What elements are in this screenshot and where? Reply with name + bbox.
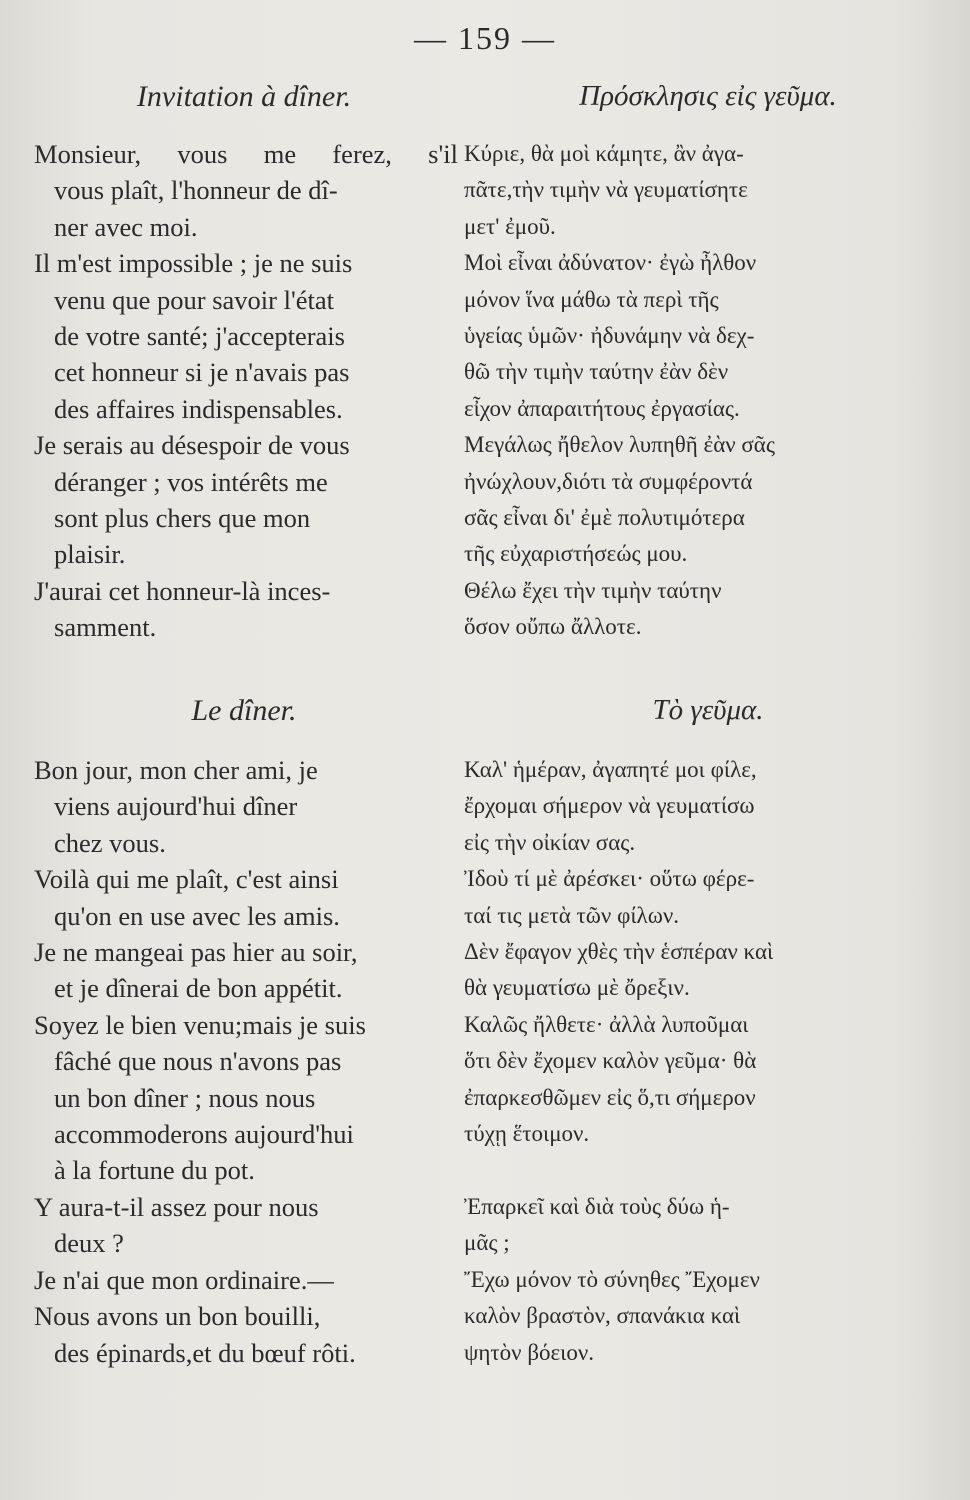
text-line: ψητὸν βόειον. [464,1339,595,1365]
page-number: — 159 — [414,20,556,56]
text-line: chez vous. [54,827,166,858]
french-text [34,1007,458,1189]
text-line: Μοὶ εἶναι ἀδύνατον· ἐγὼ ἦλθον [464,250,757,276]
text-line: σᾶς εἶναι δι' ἐμὲ πολυτιμότερα [464,505,745,531]
text-line: Je n'ai que mon ordinaire.— [34,1264,334,1295]
french-text [34,1189,458,1262]
section-title-gr: Τὸ γεῦμα. [652,694,764,726]
dialogue-pair [34,136,944,245]
dialogue-pair [34,1262,944,1371]
text-line: Ἔχω μόνον τὸ σύνηθες Ἔχομεν [464,1266,760,1292]
text-line: Nous avons un bon bouilli, [34,1301,321,1332]
text-line: ἠνώχλουν,διότι τὰ συμφέροντά [464,468,753,494]
text-line: cet honneur si je n'avais pas [54,357,350,388]
text-line: τῆς εὐχαριστήσεώς μου. [464,541,688,567]
dialogue-pair [34,752,944,861]
text-line: ὅσον οὔπω ἄλλοτε. [464,614,642,640]
french-text [34,752,458,861]
text-line: déranger ; vos intérêts me [54,466,328,497]
text-line: θὰ γευματίσω μὲ ὄρεξιν. [464,975,690,1001]
text-line: τύχῃ ἕτοιμον. [464,1121,590,1147]
text-line: Καλῶς ἤλθετε· ἀλλὰ λυποῦμαι [464,1011,749,1037]
text-line: plaisir. [54,539,126,570]
french-text [34,136,458,245]
greek-text [458,861,944,934]
french-text [34,245,458,427]
text-line: μετ' ἐμοῦ. [464,213,556,239]
french-text [34,861,458,934]
greek-text [458,752,944,861]
text-line: et je dînerai de bon appétit. [54,973,343,1004]
text-line: fâché que nous n'avons pas [54,1046,342,1077]
text-line: Je serais au désespoir de vous [34,430,350,461]
text-line: sont plus chers que mon [54,503,311,534]
dialogue-pair [34,245,944,427]
french-text [34,427,458,573]
text-line: Y aura-t-il assez pour nous [34,1191,319,1222]
dialogue-pair [34,573,944,646]
text-line: viens aujourd'hui dîner [54,791,298,822]
french-text [34,1262,458,1371]
text-line: ὅτι δὲν ἔχομεν καλὸν γεῦμα· θὰ [464,1048,757,1074]
text-line: qu'on en use avec les amis. [54,900,340,931]
text-line: Ἰδοὺ τί μὲ ἀρέσκει· οὕτω φέρε- [464,866,755,892]
greek-text [458,1007,944,1189]
text-line: Δὲν ἔφαγον χθὲς τὴν ἑσπέραν καὶ [464,939,774,965]
text-line: Voilà qui me plaît, c'est ainsi [34,864,339,895]
greek-text [458,934,944,1007]
dialogue-pair [34,1007,944,1189]
text-line: ὑγείας ὑμῶν· ἠδυνάμην νὰ δεχ- [464,323,755,349]
section-title-fr: Invitation à dîner. [136,80,352,113]
text-line: εἰς τὴν οἰκίαν σας. [464,829,636,855]
text-line: ταί τις μετὰ τῶν φίλων. [464,902,679,928]
section-invitation [34,80,944,646]
section-title-fr: Le dîner. [191,694,297,727]
text-line: καλὸν βραστὸν, σπανάκια καὶ [464,1303,741,1329]
text-line: un bon dîner ; nous nous [54,1082,316,1113]
section-title-gr: Πρόσκλησις εἰς γεῦμα. [579,80,837,112]
text-line: des épinards,et du bœuf rôti. [54,1337,356,1368]
text-line: venu que pour savoir l'état [54,284,334,315]
text-line: de votre santé; j'accepterais [54,321,345,352]
text-line: πᾶτε,τὴν τιμὴν νὰ γευματίσητε [464,177,748,203]
text-line: Ἐπαρκεῖ καὶ διὰ τοὺς δύω ἡ- [464,1193,730,1219]
text-line: des affaires indispensables. [54,393,343,424]
text-line: Καλ' ἡμέραν, ἀγαπητέ μοι φίλε, [464,757,757,782]
text-line: Je ne mangeai pas hier au soir, [34,937,358,968]
text-line: Monsieur, vous me ferez, s'il [34,139,458,169]
greek-text [458,1189,944,1262]
greek-text [458,427,944,573]
text-line: μᾶς ; [464,1230,510,1256]
french-text [34,573,458,646]
text-line: εἶχον ἀπαραιτήτους ἐργασίας. [464,395,740,421]
text-line: Θέλω ἔχει τὴν τιμὴν ταύτην [464,577,722,603]
text-line: vous plaît, l'honneur de dî- [54,175,338,206]
section-dinner [34,694,944,1371]
text-line: ner avec moi. [54,211,198,242]
text-line: Il m'est impossible ; je ne suis [34,248,353,279]
text-line: Μεγάλως ἤθελον λυπηθῆ ἐὰν σᾶς [464,432,775,458]
text-line: μόνον ἵνα μάθω τὰ περὶ τῆς [464,286,719,312]
greek-text [458,136,944,245]
text-line: samment. [54,612,157,643]
text-line: ἐπαρκεσθῶμεν εἰς ὅ,τι σήμερον [464,1084,756,1110]
text-line: deux ? [54,1228,124,1259]
text-line: ἔρχομαι σήμερον νὰ γευματίσω [464,793,755,819]
text-line: Κύριε, θὰ μοὶ κάμητε, ἂν ἀγα- [464,141,744,166]
text-line: à la fortune du pot. [54,1155,255,1186]
text-line: J'aurai cet honneur-là inces- [34,575,331,606]
dialogue-pair [34,861,944,934]
dialogue-pair [34,427,944,573]
text-line: Bon jour, mon cher ami, je [34,755,318,785]
text-line: accommoderons aujourd'hui [54,1119,354,1150]
dialogue-pair [34,1189,944,1262]
greek-text [458,1262,944,1371]
french-text [34,934,458,1007]
text-line: θῶ τὴν τιμὴν ταύτην ἐὰν δὲν [464,359,729,385]
greek-text [458,573,944,646]
dialogue-pair [34,934,944,1007]
greek-text [458,245,944,427]
text-line: Soyez le bien venu;mais je suis [34,1009,366,1040]
